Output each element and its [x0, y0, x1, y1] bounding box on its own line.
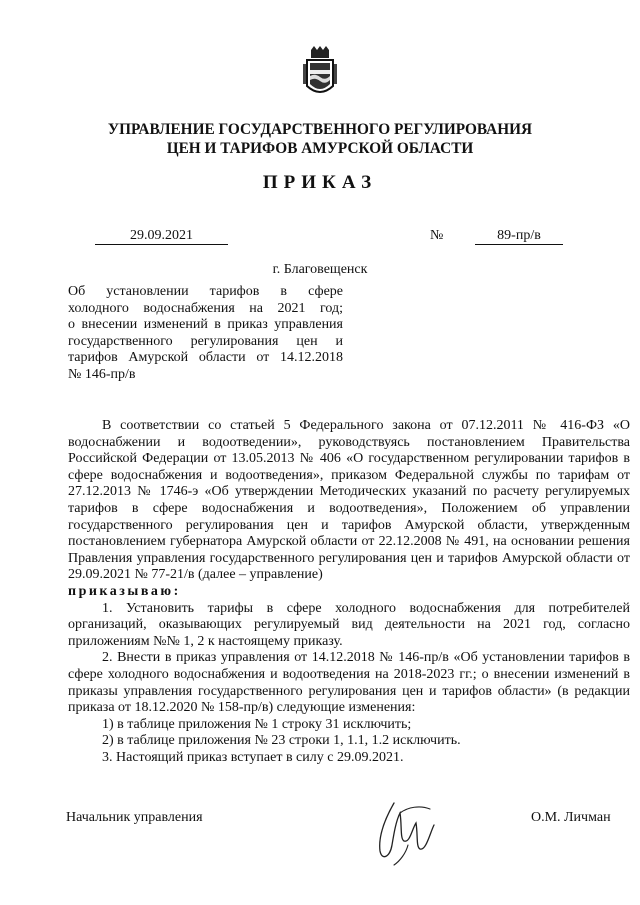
issuing-authority: [60, 120, 580, 158]
city: г. Благовещенск: [272, 262, 368, 277]
authority-line-2: ЦЕН И ТАРИФОВ АМУРСКОЙ ОБЛАСТИ: [166, 140, 474, 157]
handwritten-signature-icon: [364, 795, 444, 867]
document-date: 29.09.2021: [95, 227, 228, 245]
subject-line: № 146-пр/в: [68, 366, 136, 382]
item-2-sub-1: 1) в таблице приложения № 1 строку 31 исключить;: [102, 716, 412, 732]
preamble: В соответствии со статьей 5 Федерального закона от 07.12.2011 № 416-ФЗ «О водоснабжении и водоотведении», руководствуясь постановлением Правительства Российской Федерации от 13.05.2013 № 406 «О государственном регулировании тарифов в сфере водоснабжения и водоотведения», приказом Федеральной службы по тарифам от 27.12.2013 № 1746-э «Об утверждении Методических указаний по расчету регулируемых тарифов в сфере водоснабжения и водоотведения», Положением об управлении государственного регулирования цен и тарифов Амурской области, утвержденным постановлением губернатора Амурской области от 22.12.2008 № 491, на основании решения Правления управления государственного регулирования цен и тарифов Амурской области от 29.09.2021 № 77-21/в (далее – управление): [68, 418, 630, 583]
item-2-sub-2: 2) в таблице приложения № 23 строки 1, 1.1, 1.2 исключить.: [102, 733, 461, 749]
orders-word: приказываю:: [68, 583, 181, 599]
subject-line: Об установлении тарифов в сфере: [68, 284, 343, 299]
signer-name: О.М. Личман: [531, 810, 611, 825]
item-2: 2. Внести в приказ управления от 14.12.2018 № 146-пр/в «Об установлении тарифов в сфере холодного водоснабжения и водоотведения на 2018-2023 гг.; о внесении изменений в приказы управления государственного регулирования цен и тарифов области» (в редакции приказа от 18.12.2020 № 158-пр/в) следующие изменения:: [68, 650, 630, 716]
document-number: 89-пр/в: [475, 227, 563, 245]
coat-of-arms-icon: [301, 46, 339, 100]
document-type: ПРИКАЗ: [262, 172, 378, 193]
subject-line: государственного регулирования цен и: [68, 333, 343, 349]
subject-line: о внесении изменений в приказ управления: [68, 317, 343, 333]
document-subject: [68, 284, 343, 384]
authority-line-1: УПРАВЛЕНИЕ ГОСУДАРСТВЕННОГО РЕГУЛИРОВАНИЯ: [107, 121, 533, 138]
item-1: 1. Установить тарифы в сфере холодного водоснабжения для потребителей организаций, оказывающих регулируемый вид деятельности на 2021 год, согласно приложениям №№ 1, 2 к настоящему приказу.: [68, 600, 630, 649]
subject-line: холодного водоснабжения на 2021 год;: [68, 300, 343, 316]
item-3: 3. Настоящий приказ вступает в силу с 29.09.2021.: [102, 749, 404, 765]
document-body: [68, 418, 630, 766]
subject-line: тарифов Амурской области от 14.12.2018: [68, 350, 343, 366]
number-sign: №: [430, 228, 444, 243]
signer-position: Начальник управления: [66, 810, 203, 825]
